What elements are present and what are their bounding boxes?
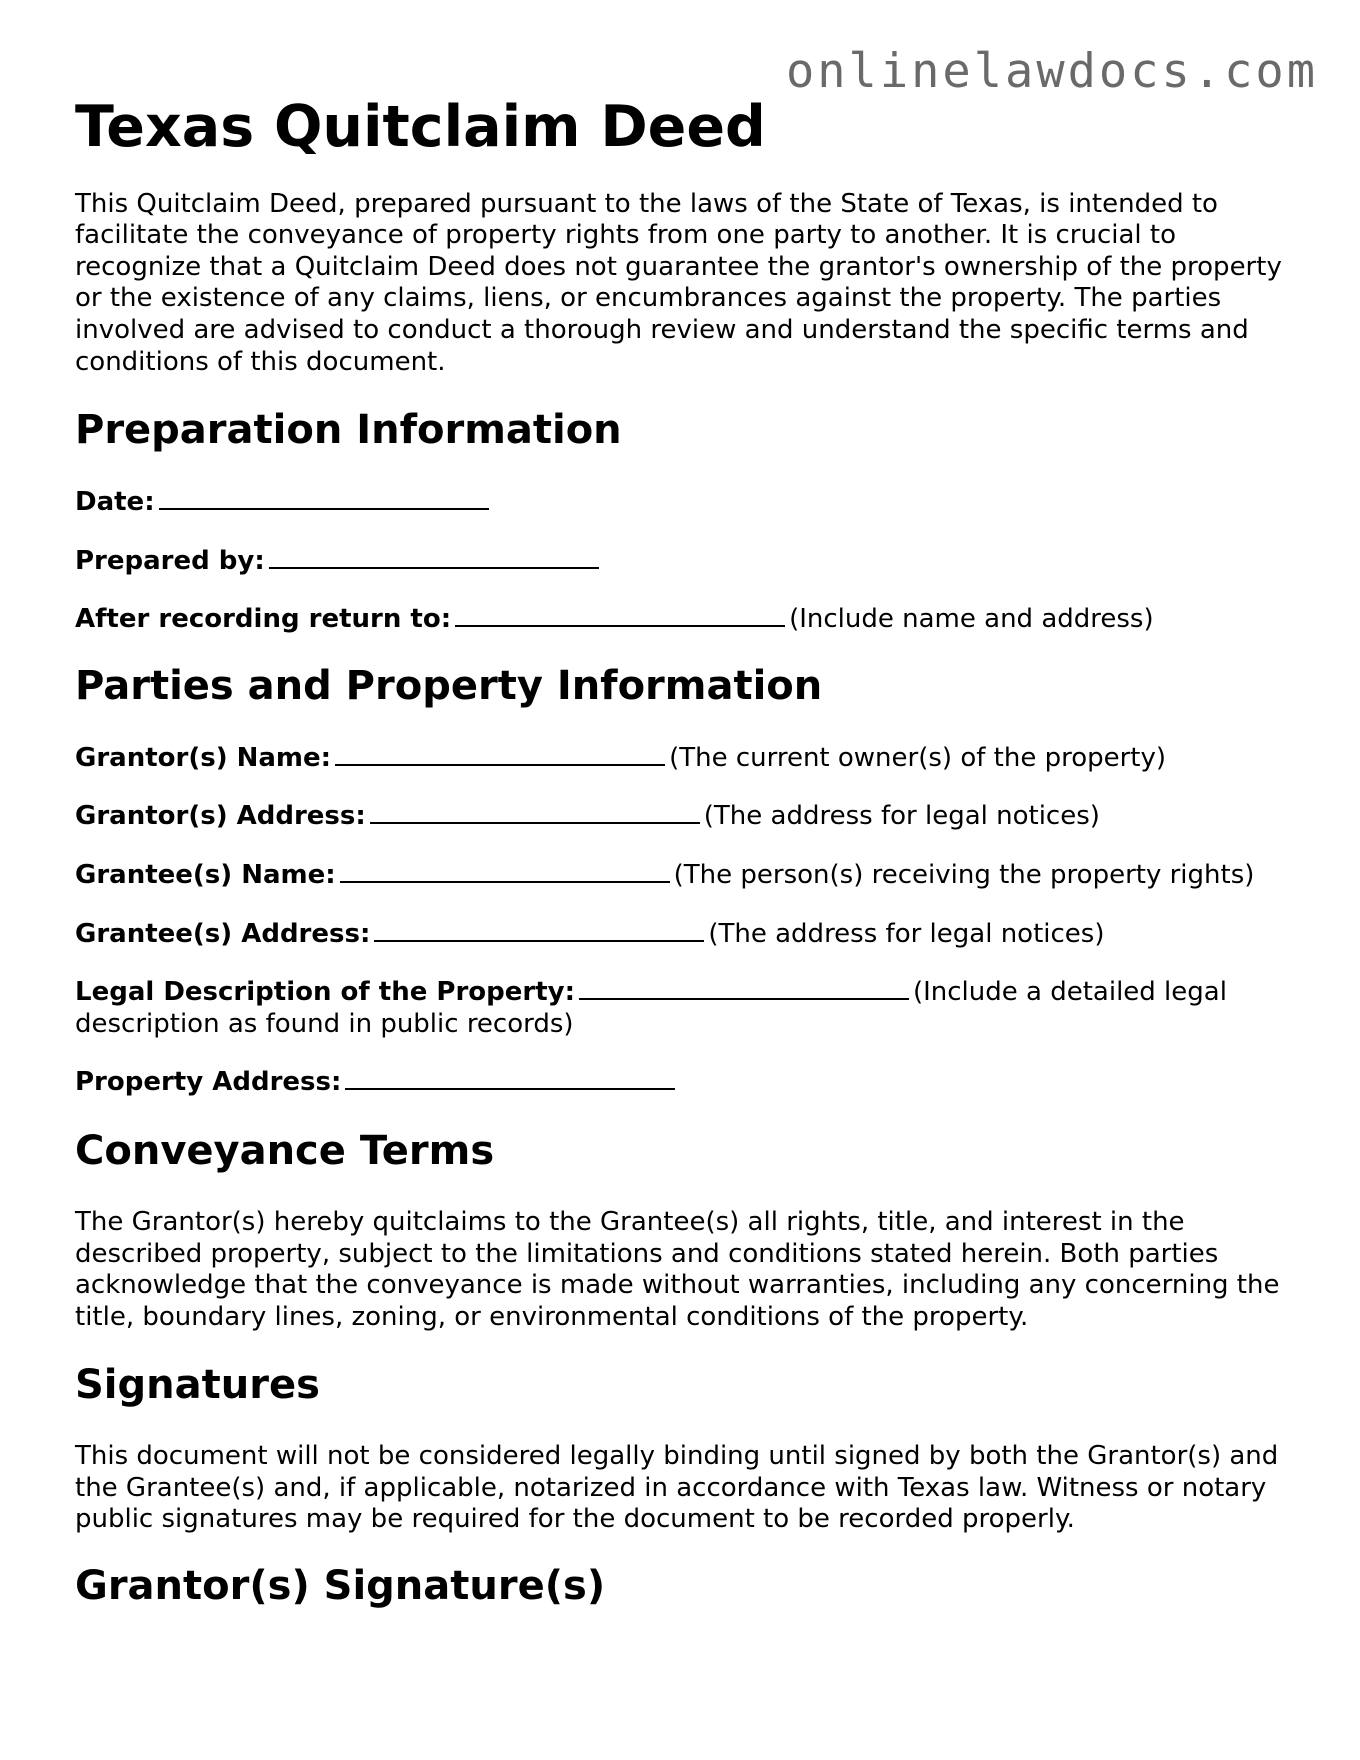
signatures-heading: Signatures — [75, 1362, 320, 1409]
return-to-label: After recording return to: — [75, 604, 452, 635]
grantor-address-blank[interactable] — [370, 800, 700, 824]
document-title: Texas Quitclaim Deed — [75, 94, 766, 160]
grantor-signatures-heading: Grantor(s) Signature(s) — [75, 1562, 606, 1609]
grantor-address-field — [75, 800, 1295, 833]
conveyance-paragraph: The Grantor(s) hereby quitclaims to the Grantee(s) all rights, title, and interest in the described property, subject to the limitations and conditions stated herein. Both parties acknowledge that the conveyance is made without warranties, including any concerning the title, boundary lines, zoning, or environmental conditions of the property. — [75, 1206, 1280, 1332]
legal-description-blank[interactable] — [579, 976, 909, 1000]
grantor-name-note: (The current owner(s) of the property) — [669, 742, 1167, 773]
grantor-name-field — [75, 742, 1295, 775]
conveyance-heading: Conveyance Terms — [75, 1127, 495, 1174]
property-address-blank[interactable] — [345, 1066, 675, 1090]
document-page — [75, 96, 1295, 1610]
grantee-address-blank[interactable] — [374, 918, 704, 942]
grantee-address-field — [75, 918, 1295, 951]
signatures-paragraph: This document will not be considered legally binding until signed by both the Grantor(s) and the Grantee(s) and, if applicable, notarized in accordance with Texas law. Witness or notary public signatures may be required for the document to be recorded properly. — [75, 1441, 1279, 1535]
site-watermark: onlinelawdocs.com — [785, 44, 1318, 99]
grantor-address-note: (The address for legal notices) — [703, 801, 1100, 832]
preparation-heading: Preparation Information — [75, 407, 622, 454]
return-to-blank[interactable] — [455, 603, 785, 627]
grantee-address-note: (The address for legal notices) — [708, 918, 1105, 949]
return-to-note: (Include name and address) — [789, 604, 1154, 635]
property-address-label: Property Address: — [75, 1067, 342, 1098]
legal-description-field — [75, 976, 1295, 1040]
grantor-address-label: Grantor(s) Address: — [75, 801, 366, 832]
prepared-by-label: Prepared by: — [75, 545, 265, 576]
grantee-name-label: Grantee(s) Name: — [75, 860, 336, 891]
parties-fields — [75, 742, 1295, 1099]
prepared-by-blank[interactable] — [269, 545, 599, 569]
legal-description-label: Legal Description of the Property: — [75, 977, 575, 1008]
grantee-address-label: Grantee(s) Address: — [75, 918, 371, 949]
parties-heading: Parties and Property Information — [75, 662, 823, 709]
grantee-name-note: (The person(s) receiving the property rights) — [673, 860, 1255, 891]
return-to-field — [75, 603, 1295, 636]
prepared-by-field — [75, 545, 1295, 578]
grantee-name-field — [75, 859, 1295, 892]
date-blank[interactable] — [159, 486, 489, 510]
grantee-name-blank[interactable] — [340, 859, 670, 883]
grantor-name-blank[interactable] — [335, 742, 665, 766]
legal-description-note: (Include a detailed legal description as found in public records) — [75, 977, 1227, 1039]
intro-paragraph: This Quitclaim Deed, prepared pursuant to the laws of the State of Texas, is intended to facilitate the conveyance of property rights from one party to another. It is crucial to recognize that a Quitclaim Deed does not guarantee the grantor's ownership of the property or the existence of any claims, liens, or encumbrances against the property. The parties involved are advised to conduct a thorough review and understand the specific terms and conditions of this document. — [75, 188, 1282, 377]
property-address-field — [75, 1066, 1295, 1099]
date-field — [75, 486, 1295, 519]
preparation-fields — [75, 486, 1295, 636]
grantor-name-label: Grantor(s) Name: — [75, 742, 332, 773]
date-label: Date: — [75, 487, 155, 518]
